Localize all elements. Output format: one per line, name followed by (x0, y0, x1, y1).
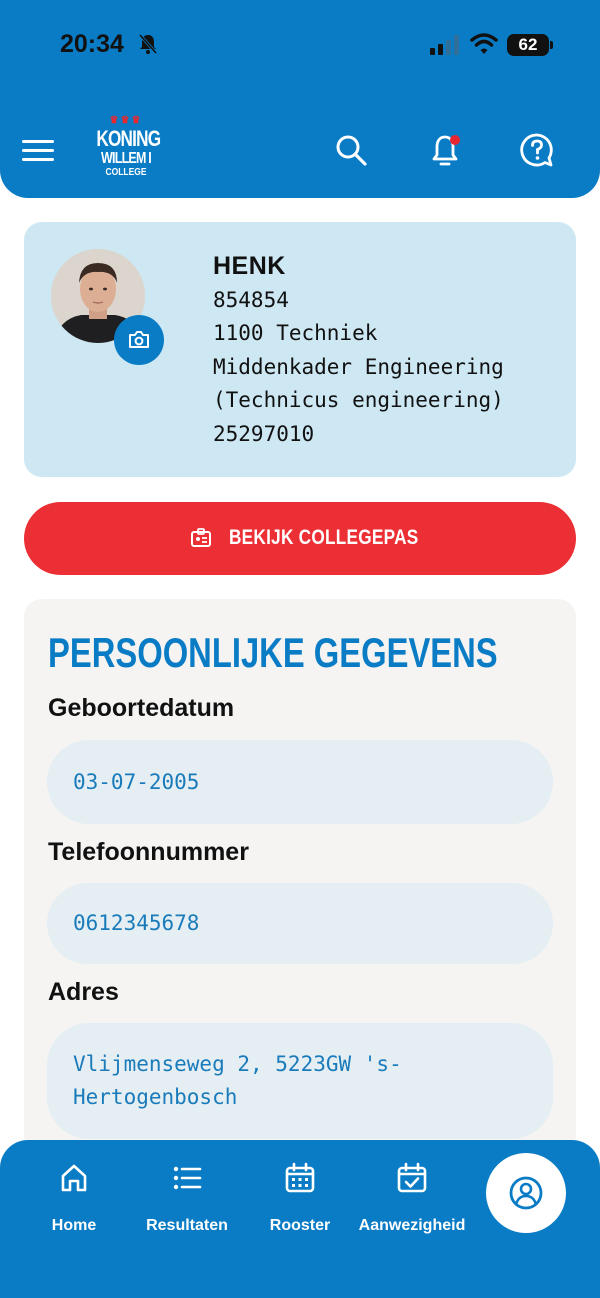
view-collegepas-label: BEKIJK COLLEGEPAS (229, 526, 419, 549)
status-time: 20:34 (60, 30, 124, 58)
search-icon[interactable] (333, 132, 369, 168)
change-photo-button[interactable] (114, 315, 164, 365)
phone-field[interactable]: 0612345678 (47, 883, 553, 964)
nav-rooster[interactable]: Rooster (260, 1140, 340, 1250)
help-icon[interactable] (519, 132, 555, 168)
list-icon (171, 1162, 203, 1194)
menu-button[interactable] (20, 136, 56, 166)
program-detail: (Technicus engineering) (213, 388, 504, 412)
personal-details-card (24, 599, 576, 1159)
id-number: 25297010 (213, 421, 315, 446)
notification-bell-icon[interactable] (428, 132, 464, 168)
birthdate-label: Geboortedatum (48, 694, 235, 722)
bell-slash-icon (138, 33, 158, 55)
address-field[interactable]: Vlijmenseweg 2, 5223GW 's-Hertogenbosch (47, 1023, 553, 1139)
app-header (0, 0, 600, 198)
view-collegepas-button[interactable] (24, 502, 576, 575)
nav-aanwezigheid[interactable]: Aanwezigheid (357, 1140, 467, 1250)
student-name: HENK (213, 252, 286, 280)
notification-dot (450, 135, 460, 145)
camera-icon (128, 330, 150, 350)
crown-icon: ♛♛♛ (109, 115, 143, 126)
id-badge-icon (190, 527, 212, 549)
battery-icon: 62 (507, 34, 549, 56)
address-label: Adres (48, 978, 119, 1006)
nav-resultaten[interactable]: Resultaten (137, 1140, 237, 1250)
user-circle-icon (508, 1175, 544, 1211)
signal-icon (430, 35, 462, 55)
birthdate-field[interactable]: 03-07-2005 (47, 740, 553, 824)
home-icon (58, 1162, 90, 1194)
calendar-check-icon (396, 1162, 428, 1194)
profile-card (24, 222, 576, 477)
phone-label: Telefoonnummer (48, 838, 249, 866)
wifi-icon (470, 32, 498, 56)
college-logo: ♛♛♛ KONING WILLEM I COLLEGE (88, 116, 164, 184)
nav-home[interactable]: Home (34, 1140, 114, 1250)
nav-profile-button[interactable] (486, 1153, 566, 1233)
program-name: Middenkader Engineering (213, 354, 504, 379)
calendar-icon (284, 1162, 316, 1194)
personal-details-title: PERSOONLIJKE GEGEVENS (48, 629, 498, 676)
profile-info (213, 250, 504, 451)
program-code: 1100 Techniek (213, 321, 378, 345)
student-number: 854854 (213, 287, 289, 312)
